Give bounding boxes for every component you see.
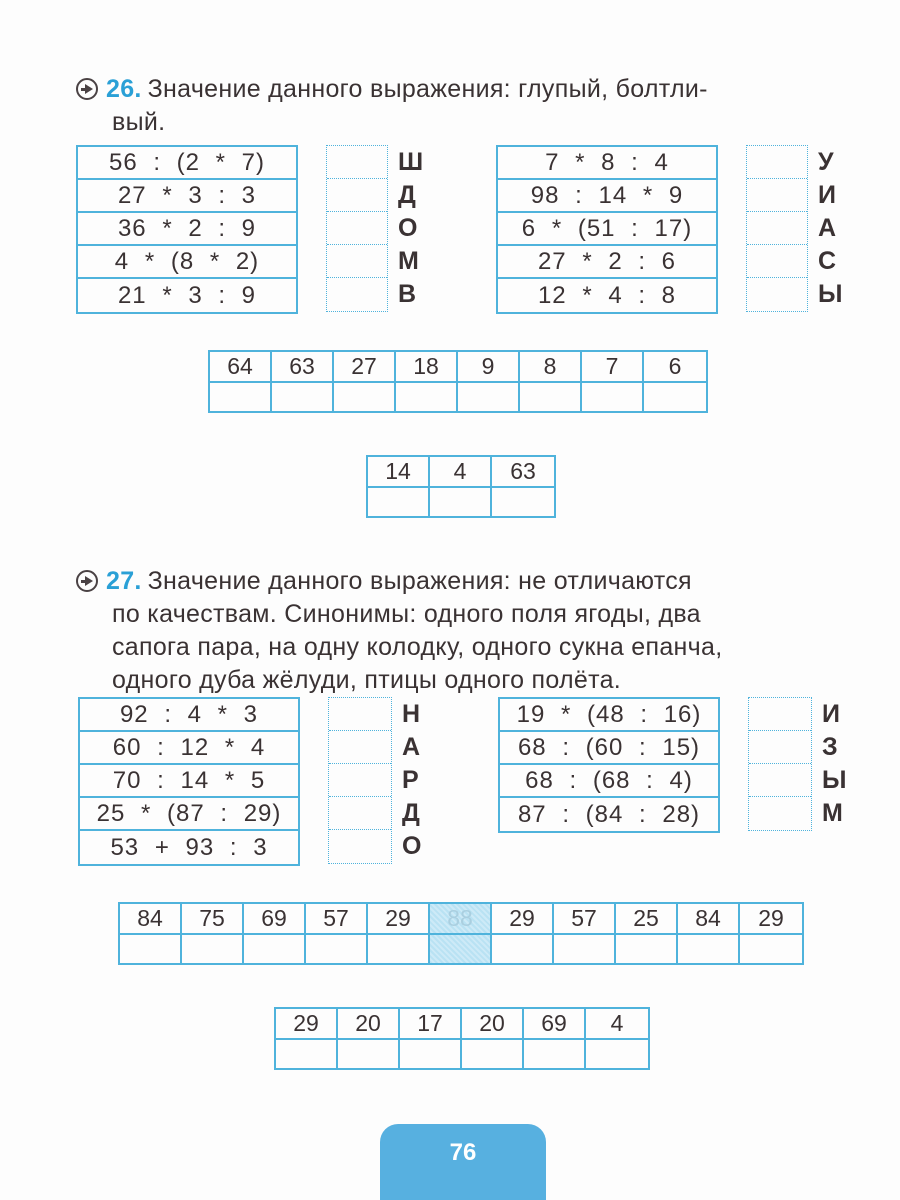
grid-number: 63 — [492, 457, 554, 488]
grid-number: 88 — [430, 904, 490, 935]
task-27-left-letters — [402, 698, 421, 863]
grid-input-cell[interactable] — [430, 935, 490, 963]
page-number: 76 — [449, 1139, 477, 1166]
expression: 56 : (2 * 7) — [78, 147, 296, 180]
shaded-column — [430, 904, 492, 963]
grid-number: 20 — [338, 1009, 398, 1040]
arrow-right-circle-icon — [76, 78, 98, 100]
grid-input-cell[interactable] — [740, 935, 802, 963]
grid-number: 57 — [306, 904, 366, 935]
letter: Д — [398, 181, 416, 209]
expression: 21 * 3 : 9 — [117, 281, 257, 309]
grid-number: 7 — [582, 352, 642, 383]
grid-number: 29 — [492, 904, 552, 935]
grid-input-cell[interactable] — [462, 1040, 522, 1068]
letter: З — [822, 733, 838, 761]
expression: 98 : 14 * 9 — [498, 180, 716, 213]
grid-number: 84 — [678, 904, 738, 935]
task-text: Значение данного выражения: не отличаются — [147, 567, 692, 595]
expression: 12 * 4 : 8 — [537, 281, 677, 309]
grid-number: 57 — [554, 904, 614, 935]
grid-number: 8 — [520, 352, 580, 383]
task-27-answer-grid-2 — [274, 1007, 650, 1070]
grid-number: 6 — [644, 352, 706, 383]
letter: И — [822, 700, 840, 728]
grid-input-cell[interactable] — [520, 383, 580, 411]
grid-number: 9 — [458, 352, 518, 383]
task-text-cont: одного дуба жёлуди, птицы одного полёта. — [112, 666, 622, 694]
grid-number: 25 — [616, 904, 676, 935]
task-27-left-expressions — [78, 697, 300, 866]
grid-input-cell[interactable] — [492, 935, 552, 963]
task-26-right-answers — [746, 145, 808, 312]
expression: 70 : 14 * 5 — [80, 765, 298, 798]
answer-cell[interactable] — [327, 179, 387, 212]
grid-input-cell[interactable] — [582, 383, 642, 411]
letter: Ы — [822, 766, 847, 794]
letter: А — [818, 214, 837, 242]
letter: Н — [402, 700, 421, 728]
task-27-right-letters — [822, 698, 846, 830]
expression: 25 * (87 : 29) — [80, 798, 298, 831]
expression: 60 : 12 * 4 — [80, 732, 298, 765]
letter: Ш — [398, 148, 424, 176]
grid-number: 27 — [334, 352, 394, 383]
grid-number: 20 — [462, 1009, 522, 1040]
expression: 53 + 93 : 3 — [110, 833, 268, 861]
grid-input-cell[interactable] — [244, 935, 304, 963]
answer-cell[interactable] — [329, 731, 391, 764]
answer-cell[interactable] — [749, 764, 811, 797]
grid-input-cell[interactable] — [120, 935, 180, 963]
task-27-left-answers — [328, 697, 392, 864]
letter: Ы — [818, 280, 843, 308]
page-number-tab — [380, 1124, 546, 1200]
expression: 36 * 2 : 9 — [78, 213, 296, 246]
answer-cell[interactable] — [329, 698, 391, 731]
expression: 87 : (84 : 28) — [517, 800, 701, 828]
letter: А — [402, 733, 421, 761]
grid-input-cell[interactable] — [368, 488, 428, 516]
grid-input-cell[interactable] — [272, 383, 332, 411]
letter: М — [822, 799, 843, 827]
grid-number: 4 — [430, 457, 490, 488]
grid-number: 64 — [210, 352, 270, 383]
answer-cell[interactable] — [327, 146, 387, 179]
task-text-cont: сапога пара, на одну колодку, одного сукна епанча, — [112, 633, 723, 661]
grid-number: 4 — [586, 1009, 648, 1040]
letter: Д — [402, 799, 420, 827]
answer-cell[interactable] — [747, 245, 807, 278]
answer-cell[interactable] — [327, 278, 387, 311]
answer-cell[interactable] — [329, 830, 391, 863]
grid-number: 29 — [368, 904, 428, 935]
grid-input-cell[interactable] — [182, 935, 242, 963]
grid-input-cell[interactable] — [644, 383, 706, 411]
letter: И — [818, 181, 836, 209]
task-26-right-expressions — [496, 145, 718, 314]
letter: В — [398, 280, 417, 308]
task-26-right-letters — [818, 146, 842, 311]
task-26-left-answers — [326, 145, 388, 312]
answer-cell[interactable] — [747, 212, 807, 245]
letter: О — [398, 214, 418, 242]
grid-input-cell[interactable] — [368, 935, 428, 963]
grid-input-cell[interactable] — [554, 935, 614, 963]
grid-number: 69 — [524, 1009, 584, 1040]
grid-input-cell[interactable] — [338, 1040, 398, 1068]
grid-input-cell[interactable] — [276, 1040, 336, 1068]
task-27-answer-grid-1 — [118, 902, 804, 965]
expression: 68 : (60 : 15) — [500, 732, 718, 765]
answer-cell[interactable] — [329, 764, 391, 797]
answer-cell[interactable] — [749, 698, 811, 731]
letter: С — [818, 247, 837, 275]
expression: 19 * (48 : 16) — [500, 699, 718, 732]
grid-number: 63 — [272, 352, 332, 383]
grid-input-cell[interactable] — [396, 383, 456, 411]
expression: 4 * (8 * 2) — [78, 246, 296, 279]
task-26-left-letters — [398, 146, 423, 311]
task-27-right-answers — [748, 697, 812, 831]
grid-input-cell[interactable] — [678, 935, 738, 963]
letter: М — [398, 247, 419, 275]
grid-input-cell[interactable] — [210, 383, 270, 411]
expression: 27 * 2 : 6 — [498, 246, 716, 279]
task-number: 27. — [106, 567, 142, 595]
task-text: Значение данного выражения: глупый, болтли- — [147, 75, 708, 103]
grid-input-cell[interactable] — [334, 383, 394, 411]
task-number: 26. — [106, 75, 142, 103]
grid-input-cell[interactable] — [430, 488, 490, 516]
task-27-heading — [76, 565, 846, 697]
answer-cell[interactable] — [327, 212, 387, 245]
expression: 6 * (51 : 17) — [498, 213, 716, 246]
grid-number: 17 — [400, 1009, 460, 1040]
answer-cell[interactable] — [749, 797, 811, 830]
answer-cell[interactable] — [749, 731, 811, 764]
grid-number: 18 — [396, 352, 456, 383]
grid-number: 29 — [276, 1009, 336, 1040]
grid-input-cell[interactable] — [586, 1040, 648, 1068]
answer-cell[interactable] — [747, 146, 807, 179]
grid-number: 29 — [740, 904, 802, 935]
task-26-answer-grid-2 — [366, 455, 556, 518]
grid-number: 14 — [368, 457, 428, 488]
expression: 92 : 4 * 3 — [80, 699, 298, 732]
answer-cell[interactable] — [327, 245, 387, 278]
answer-cell[interactable] — [329, 797, 391, 830]
task-26-left-expressions — [76, 145, 298, 314]
letter: Р — [402, 766, 419, 794]
grid-number: 69 — [244, 904, 304, 935]
expression: 27 * 3 : 3 — [78, 180, 296, 213]
grid-input-cell[interactable] — [400, 1040, 460, 1068]
letter: У — [818, 148, 834, 176]
grid-input-cell[interactable] — [492, 488, 554, 516]
answer-cell[interactable] — [747, 278, 807, 311]
expression: 7 * 8 : 4 — [498, 147, 716, 180]
grid-input-cell[interactable] — [616, 935, 676, 963]
grid-input-cell[interactable] — [524, 1040, 584, 1068]
task-26-answer-grid-1 — [208, 350, 708, 413]
answer-cell[interactable] — [747, 179, 807, 212]
expression: 68 : (68 : 4) — [500, 765, 718, 798]
arrow-right-circle-icon — [76, 570, 98, 592]
grid-number: 84 — [120, 904, 180, 935]
task-27-right-expressions — [498, 697, 720, 833]
letter: О — [402, 832, 422, 860]
task-26-heading — [76, 73, 846, 139]
grid-input-cell[interactable] — [306, 935, 366, 963]
task-text-cont: по качествам. Синонимы: одного поля ягоды, два — [112, 600, 701, 628]
grid-input-cell[interactable] — [458, 383, 518, 411]
task-text-cont: вый. — [112, 108, 166, 136]
grid-number: 75 — [182, 904, 242, 935]
